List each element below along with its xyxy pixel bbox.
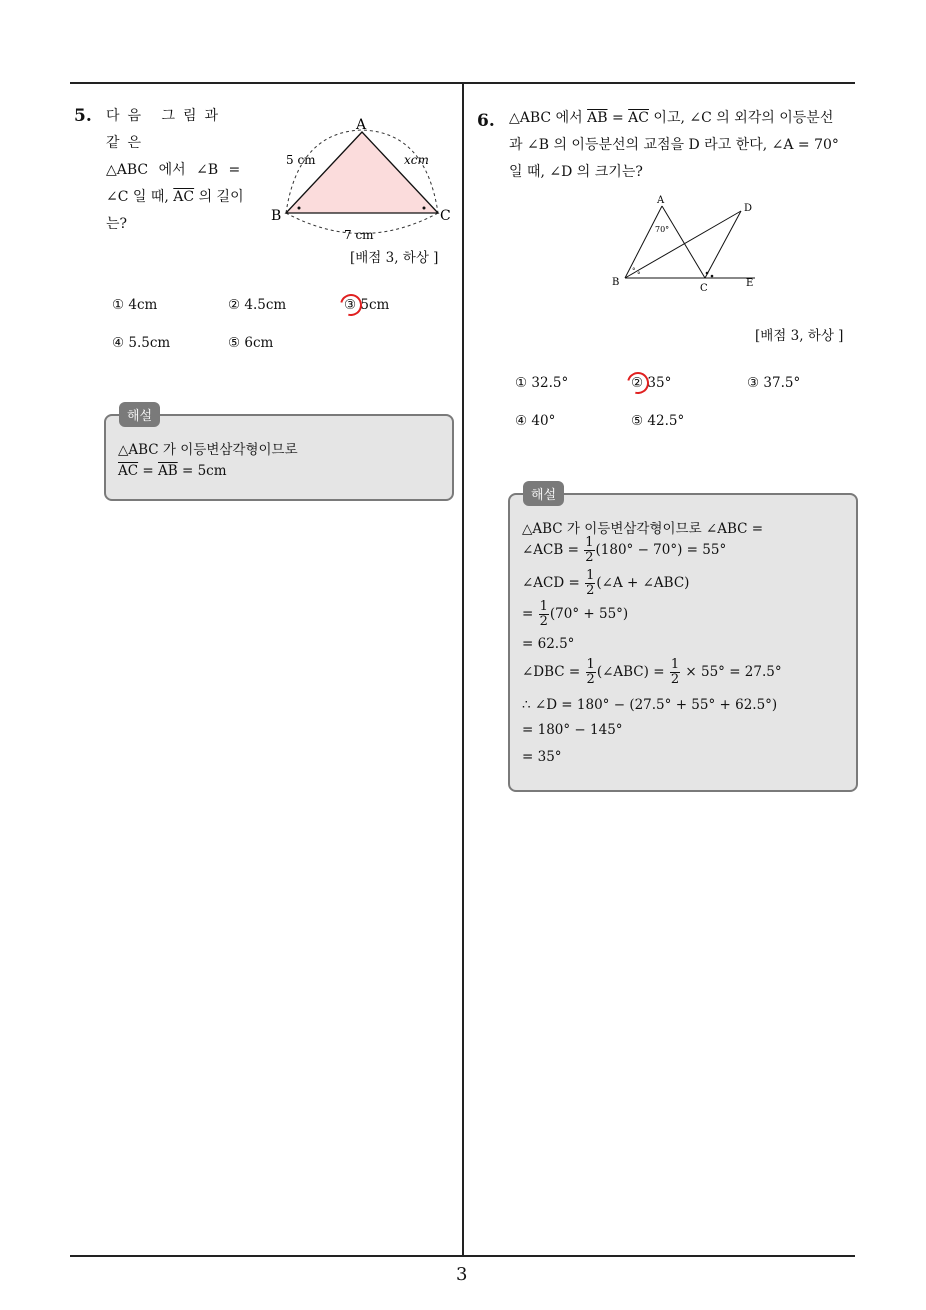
- q6-line3: 일 때, ∠D 의 크기는?: [509, 164, 643, 180]
- q6-label-E: E: [746, 278, 754, 289]
- q5-choice-3[interactable]: ③ 5cm: [344, 297, 390, 313]
- q5-line2: △ABC 에서 ∠B =: [106, 162, 241, 178]
- q5-solution-tag: 해설: [119, 402, 160, 427]
- q5-answer-mark: [336, 290, 366, 320]
- q6-label-angle: 70°: [655, 225, 670, 234]
- svg-text:°: °: [637, 271, 641, 279]
- q5-label-B: B: [271, 208, 282, 224]
- q5-choice-1[interactable]: ① 4cm: [112, 297, 158, 313]
- q6-line2: 과 ∠B 의 이등분선의 교점을 D 라고 한다, ∠A = 70°: [509, 137, 839, 153]
- q5-sol-line1: △ABC 가 이등변삼각형이므로: [118, 442, 298, 458]
- q5-label-left: 5 cm: [286, 153, 316, 167]
- q6-solution-tag: 해설: [523, 481, 564, 506]
- svg-text:°: °: [632, 267, 636, 275]
- q5-label-C: C: [440, 208, 451, 224]
- q5-label-bottom: 7 cm: [344, 228, 374, 242]
- bottom-rule: [70, 1255, 855, 1257]
- q5-sol-line2: $\overline{AC} = \overline{AB} = 5cm$: [118, 463, 227, 479]
- q5-score: [배점 3, 하상 ]: [350, 250, 439, 266]
- q6-sol-line6: ∠DBC = $\frac{1}{2}$ (∠ABC) = $\frac{1}{2}$ × 55° = 27.5°: [522, 657, 782, 687]
- q6-label-B: B: [612, 277, 620, 288]
- q6-choice-3[interactable]: ③ 37.5°: [747, 375, 801, 391]
- q6-choice-1[interactable]: ① 32.5°: [515, 375, 569, 391]
- q5-choice-2[interactable]: ② 4.5cm: [228, 297, 287, 313]
- q6-answer-mark: [623, 368, 653, 398]
- q5-label-right: xcm: [404, 153, 429, 167]
- q6-sol-line4: = $\frac{1}{2}$ (70° + 55°): [522, 599, 629, 629]
- q6-label-D: D: [744, 203, 753, 214]
- q5-line3: ∠C 일 때, $\overline{AC}$ 의 길이: [106, 189, 244, 205]
- q5-choice-5[interactable]: ⑤ 6cm: [228, 335, 274, 351]
- q6-label-A: A: [657, 195, 665, 206]
- q6-label-C: C: [700, 283, 708, 292]
- q6-choice-4[interactable]: ④ 40°: [515, 413, 556, 429]
- q6-sol-line5: = 62.5°: [522, 636, 575, 652]
- q6-sol-line7: ∴ ∠D = 180° − (27.5° + 55° + 62.5°): [522, 697, 778, 713]
- q6-line1: △ABC 에서 $\overline{AB} = \overline{AC}$ 이고, ∠C 의 외각의 이등분선: [509, 110, 834, 126]
- q5-line1: 다음 그림과 같은: [106, 108, 227, 151]
- q6-choice-2[interactable]: ② 35°: [631, 375, 672, 391]
- q6-sol-line2: ∠ACB = $\frac{1}{2}$ (180° − 70°) = 55°: [522, 535, 727, 565]
- q5-triangle-figure: [268, 112, 458, 244]
- q6-choice-5[interactable]: ⑤ 42.5°: [631, 413, 685, 429]
- q6-sol-line3: ∠ACD = $\frac{1}{2}$ (∠A + ∠ABC): [522, 568, 690, 598]
- q6-text: [509, 105, 864, 186]
- q6-sol-line1: △ABC 가 이등변삼각형이므로 ∠ABC =: [522, 521, 764, 537]
- q6-number: 6.: [477, 111, 495, 131]
- q6-bisector-figure: [605, 192, 765, 292]
- q5-label-A: A: [356, 117, 367, 133]
- q5-line4: 는?: [106, 216, 128, 232]
- q6-score: [배점 3, 하상 ]: [755, 328, 844, 344]
- q6-sol-line8: = 180° − 145°: [522, 722, 623, 738]
- q5-text: [106, 103, 256, 238]
- q5-choice-4[interactable]: ④ 5.5cm: [112, 335, 171, 351]
- q5-number: 5.: [74, 106, 92, 126]
- q6-sol-line9: = 35°: [522, 749, 562, 765]
- page-number: 3: [456, 1264, 468, 1285]
- column-divider: [462, 83, 464, 1256]
